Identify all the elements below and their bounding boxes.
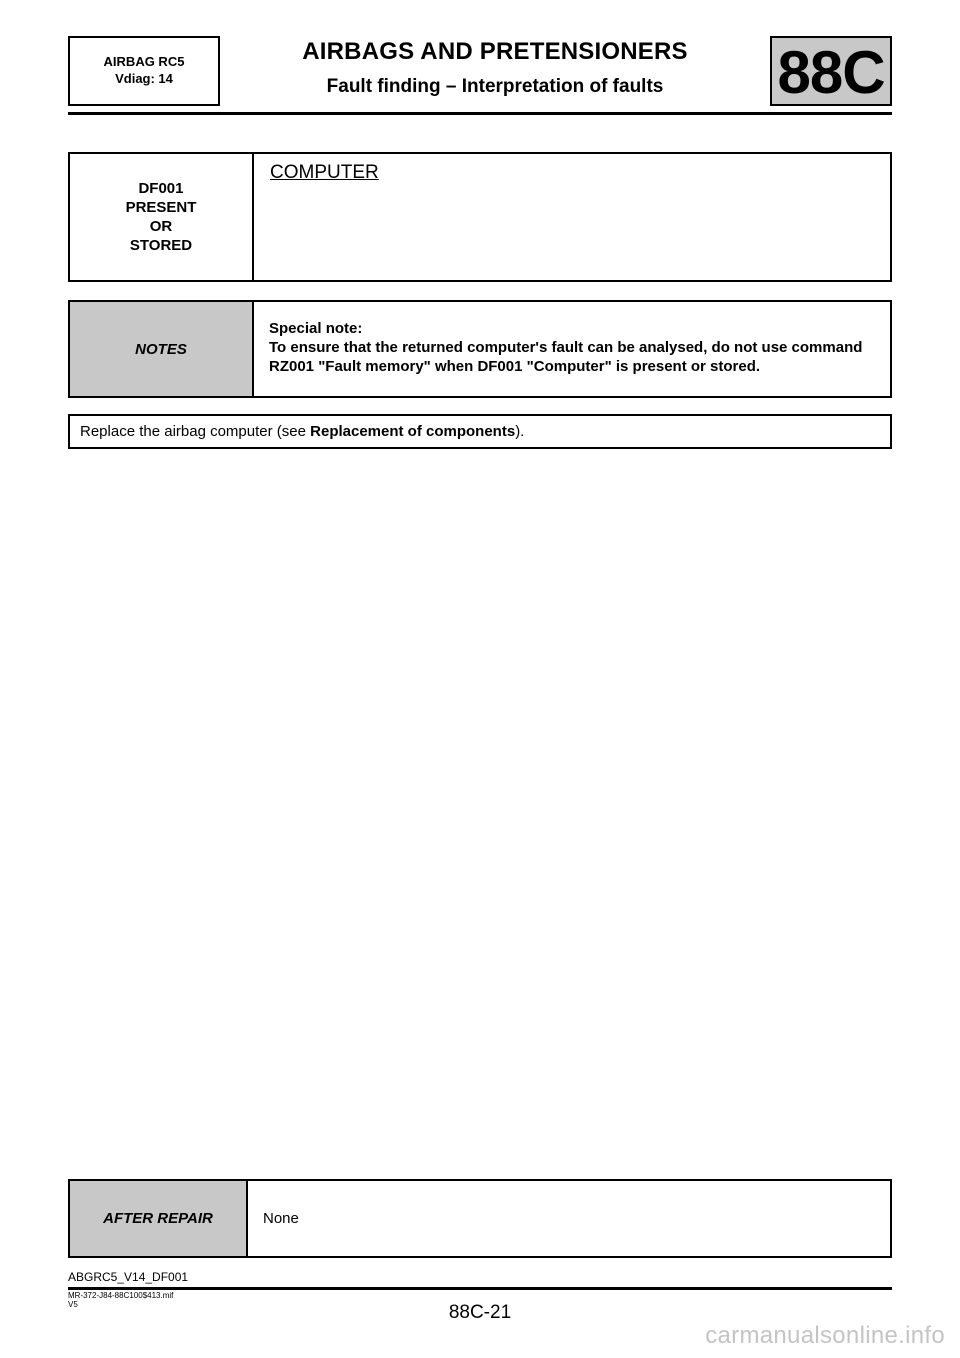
after-repair-value: None	[263, 1210, 299, 1227]
document-file: MR-372-J84-88C100$413.mif	[68, 1291, 174, 1300]
page-number: 88C-21	[448, 1302, 512, 1323]
fault-table	[68, 152, 892, 282]
fault-reference: ABGRC5_V14_DF001	[68, 1270, 189, 1284]
model-label: AIRBAG RC5	[103, 54, 185, 69]
fault-status-stored: STORED	[129, 237, 193, 254]
notes-content-cell	[254, 302, 890, 396]
after-repair-content-cell	[248, 1181, 890, 1256]
fault-status-present: PRESENT	[125, 199, 197, 216]
header-divider	[68, 112, 892, 115]
fault-name: COMPUTER	[270, 162, 379, 183]
action-text-suffix: ).	[515, 423, 525, 440]
action-text-prefix: Replace the airbag computer (see	[80, 423, 311, 440]
notes-text: To ensure that the returned computer's fault can be analysed, do not use command RZ001 "Fault memory" when DF001 "Computer" is present or stored.	[269, 339, 863, 375]
watermark: carmanualsonline.info	[705, 1322, 945, 1349]
vdiag-label: Vdiag: 14	[115, 71, 173, 86]
after-repair-label: AFTER REPAIR	[103, 1210, 213, 1227]
document-id	[68, 1291, 173, 1309]
after-repair-table	[68, 1179, 892, 1258]
notes-label: NOTES	[135, 340, 187, 358]
section-code-badge: 88C	[770, 36, 892, 106]
action-link-text: Replacement of components	[310, 423, 516, 440]
notes-table	[68, 300, 892, 398]
fault-name-cell	[254, 154, 890, 280]
page-subtitle: Fault finding – Interpretation of faults	[326, 76, 664, 97]
after-repair-label-cell	[70, 1181, 248, 1256]
fault-status-cell	[70, 154, 254, 280]
page-title: AIRBAGS AND PRETENSIONERS	[302, 38, 688, 65]
notes-label-cell	[70, 302, 254, 396]
fault-status-or: OR	[149, 218, 173, 235]
document-version: V5	[68, 1300, 78, 1309]
fault-code: DF001	[138, 180, 184, 197]
footer-divider	[68, 1287, 892, 1290]
notes-heading: Special note:	[269, 320, 363, 337]
action-box	[68, 414, 892, 449]
vehicle-info-box	[68, 36, 220, 106]
